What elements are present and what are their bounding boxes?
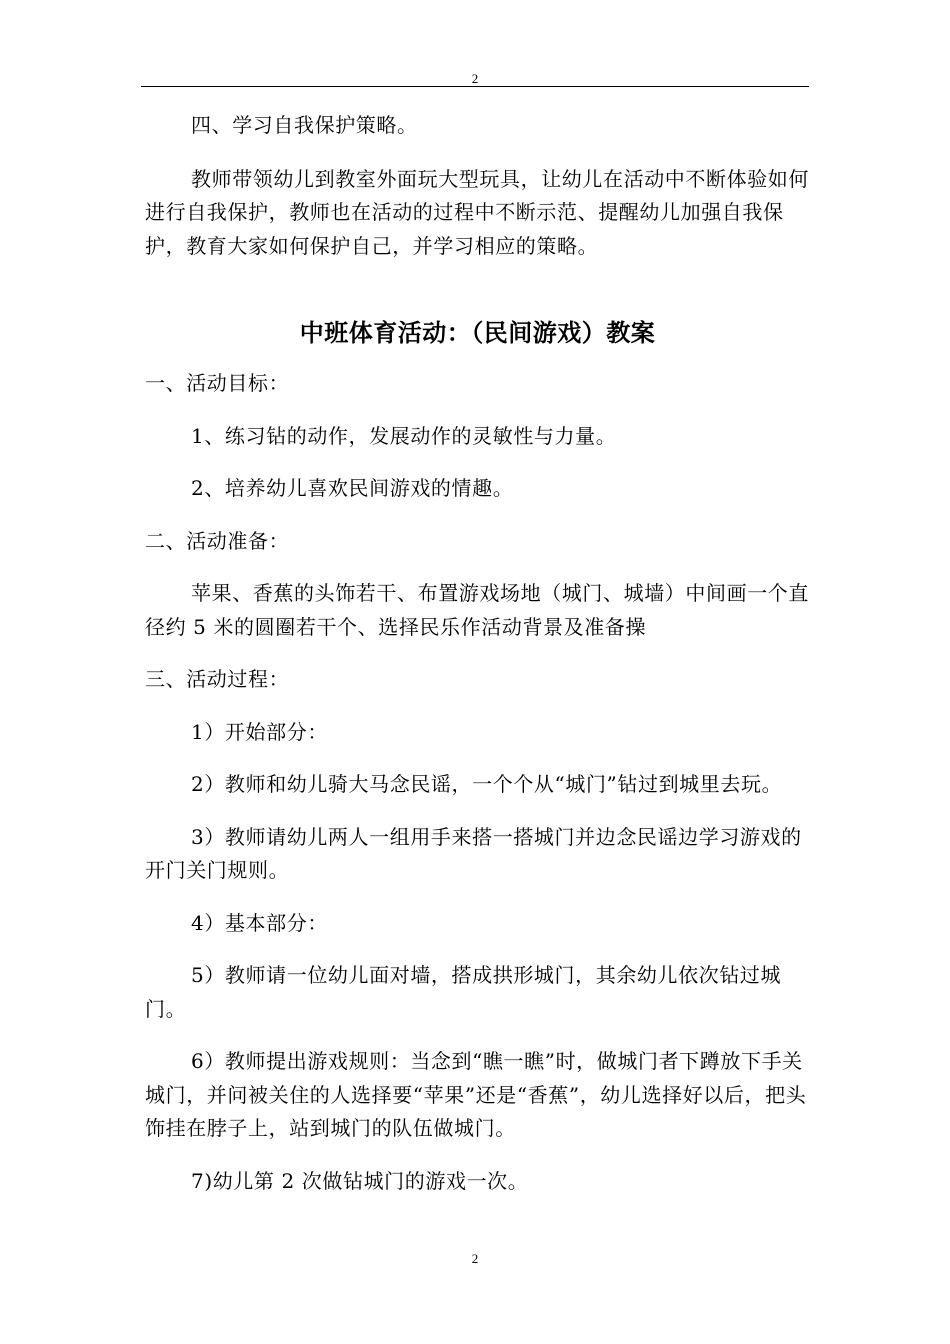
process-step-2: 2）教师和幼儿骑大马念民谣，一个个从“城门”钻过到城里去玩。: [191, 772, 783, 796]
page-number-bottom: 2: [471, 1251, 479, 1266]
process-step-5: 5）教师请一位幼儿面对墙，搭成拱形城门，其余幼儿依次钻过城门。: [145, 963, 782, 1021]
page-number-top: 2: [471, 71, 479, 86]
lesson-plan-title: 中班体育活动：（民间游戏）教案: [299, 318, 656, 347]
process-step-7: 7)幼儿第 2 次做钻城门的游戏一次。: [191, 1168, 529, 1193]
heading-activity-goals: 一、活动目标：: [145, 371, 290, 395]
heading-activity-process: 三、活动过程：: [145, 667, 290, 691]
header-rule: [141, 86, 809, 87]
process-step-6: 6）教师提出游戏规则：当念到“瞧一瞧”时，做城门者下蹲放下手关城门，并问被关住的人选择要“苹果”还是“香蕉”，幼儿选择好以后，把头饰挂在脖子上，站到城门的队伍做城门。: [145, 1049, 807, 1140]
process-step-4: 4）基本部分：: [191, 910, 328, 935]
paragraph-preparation: 苹果、香蕉的头饰若干、布置游戏场地（城门、城墙）中间画一个直径约 5 米的圆圈若干个、选择民乐作活动背景及准备操: [145, 581, 809, 639]
process-step-3: 3）教师请幼儿两人一组用手来搭一搭城门并边念民谣边学习游戏的开门关门规则。: [145, 824, 802, 882]
heading-self-protection: 四、学习自我保护策略。: [191, 113, 418, 137]
heading-activity-preparation: 二、活动准备：: [145, 528, 290, 553]
goal-item-1: 1、练习钻的动作，发展动作的灵敏性与力量。: [191, 423, 617, 448]
goal-item-2: 2、培养幼儿喜欢民间游戏的情趣。: [191, 476, 514, 500]
process-step-1: 1）开始部分：: [191, 719, 328, 744]
paragraph-self-protection: 教师带领幼儿到教室外面玩大型玩具，让幼儿在活动中不断体验如何进行自我保护，教师也在活动的过程中不断示范、提醒幼儿加强自我保护，教育大家如何保护自己，并学习相应的策略。: [145, 166, 809, 258]
document-body: [145, 109, 810, 1198]
